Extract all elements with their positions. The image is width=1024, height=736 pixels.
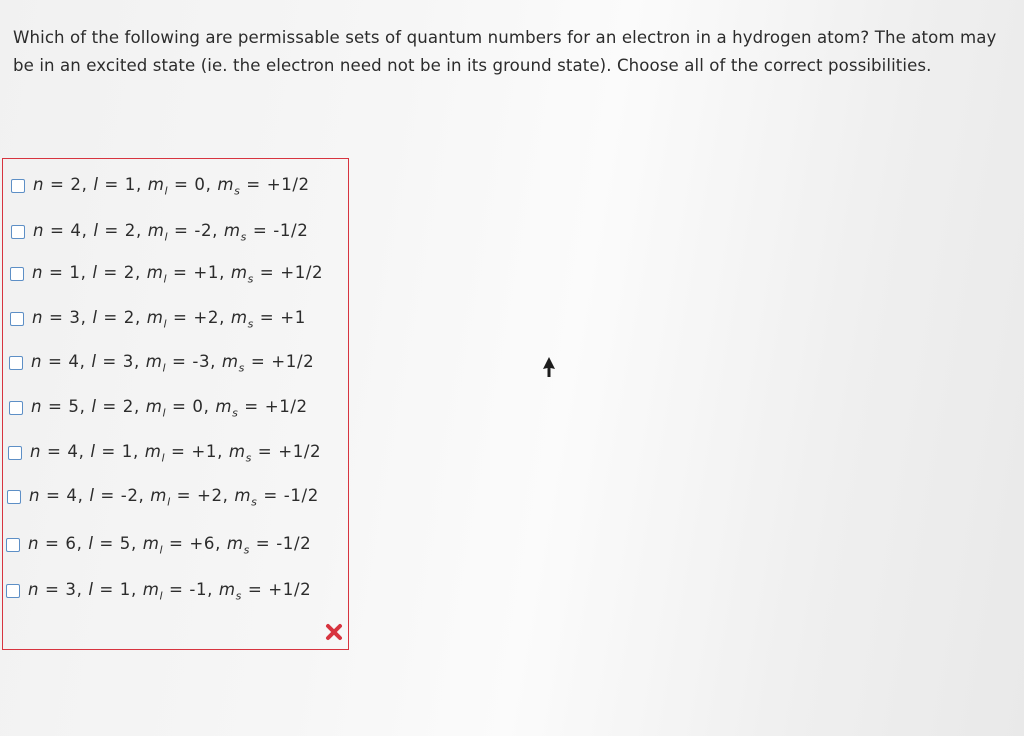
separator: ,	[130, 579, 143, 599]
option-checkbox[interactable]	[9, 356, 23, 370]
ms-value: +1/2	[266, 174, 310, 194]
l-value: 3	[122, 351, 134, 371]
n-value: 2	[70, 174, 82, 194]
separator: ,	[79, 396, 92, 416]
l-value: 1	[124, 174, 136, 194]
option-label	[29, 486, 319, 508]
ml-subscript: l	[161, 451, 166, 465]
m-symbol: m	[146, 262, 164, 282]
n-symbol: n	[31, 396, 43, 416]
equals: =	[240, 174, 267, 194]
equals: =	[97, 262, 124, 282]
option-checkbox[interactable]	[11, 179, 25, 193]
equals: =	[163, 579, 190, 599]
n-symbol: n	[32, 307, 44, 327]
equals: =	[39, 533, 66, 553]
ms-value: +1/2	[280, 262, 324, 282]
m-symbol: m	[217, 174, 235, 194]
equals: =	[251, 441, 279, 461]
equals: =	[40, 485, 67, 505]
equals: =	[43, 262, 70, 282]
option-checkbox[interactable]	[10, 312, 24, 326]
separator: ,	[217, 441, 229, 461]
l-symbol: l	[93, 220, 99, 240]
n-symbol: n	[33, 174, 45, 194]
m-symbol: m	[221, 351, 239, 371]
l-value: 1	[121, 441, 133, 461]
ml-subscript: l	[163, 317, 168, 331]
separator: ,	[222, 485, 235, 505]
answer-option[interactable]	[9, 396, 308, 420]
equals: =	[166, 351, 193, 371]
n-value: 4	[67, 441, 79, 461]
equals: =	[44, 220, 71, 240]
separator: ,	[130, 533, 143, 553]
l-symbol: l	[89, 485, 95, 505]
ml-subscript: l	[164, 230, 169, 244]
equals: =	[166, 396, 193, 416]
n-symbol: n	[30, 441, 42, 461]
equals: =	[97, 307, 124, 327]
equals: =	[93, 533, 120, 553]
l-symbol: l	[93, 174, 99, 194]
n-symbol: n	[28, 579, 40, 599]
equals: =	[96, 396, 123, 416]
m-symbol: m	[145, 351, 163, 371]
ml-subscript: l	[159, 589, 164, 603]
separator: ,	[80, 307, 93, 327]
mouse-cursor-icon	[542, 356, 556, 378]
ms-value: -1/2	[276, 533, 312, 553]
ms-subscript: s	[238, 361, 246, 375]
option-label	[33, 175, 310, 197]
l-symbol: l	[88, 579, 94, 599]
separator: ,	[78, 441, 91, 461]
equals: =	[41, 441, 68, 461]
separator: ,	[81, 220, 94, 240]
separator: ,	[79, 351, 92, 371]
ms-value: -1/2	[283, 485, 319, 505]
option-label	[31, 352, 314, 374]
n-value: 1	[69, 262, 81, 282]
m-symbol: m	[147, 220, 165, 240]
equals: =	[167, 262, 194, 282]
separator: ,	[77, 485, 90, 505]
separator: ,	[215, 533, 227, 553]
m-symbol: m	[145, 396, 163, 416]
n-symbol: n	[32, 262, 44, 282]
equals: =	[245, 351, 272, 371]
n-value: 5	[68, 396, 80, 416]
l-symbol: l	[92, 262, 98, 282]
option-checkbox[interactable]	[7, 490, 21, 504]
n-value: 6	[65, 533, 77, 553]
l-value: 1	[119, 579, 131, 599]
equals: =	[42, 351, 69, 371]
n-symbol: n	[33, 220, 45, 240]
n-value: 4	[68, 351, 80, 371]
equals: =	[98, 174, 125, 194]
separator: ,	[219, 307, 231, 327]
separator: ,	[135, 220, 148, 240]
ms-subscript: s	[245, 451, 252, 465]
equals: =	[170, 485, 197, 505]
m-symbol: m	[150, 485, 168, 505]
separator: ,	[210, 351, 222, 371]
option-checkbox[interactable]	[6, 538, 20, 552]
equals: =	[242, 579, 269, 599]
n-symbol: n	[29, 485, 41, 505]
separator: ,	[80, 262, 93, 282]
l-symbol: l	[90, 441, 96, 461]
separator: ,	[203, 396, 216, 416]
separator: ,	[133, 351, 146, 371]
l-symbol: l	[91, 396, 97, 416]
ms-subscript: s	[234, 184, 241, 198]
separator: ,	[207, 579, 219, 599]
ml-value: +1	[191, 441, 218, 461]
ml-value: +2	[196, 485, 223, 505]
n-symbol: n	[31, 351, 43, 371]
ms-value: +1/2	[278, 441, 322, 461]
ml-subscript: l	[167, 495, 171, 509]
ml-subscript: l	[164, 184, 169, 198]
m-symbol: m	[144, 441, 162, 461]
equals: =	[42, 396, 69, 416]
separator: ,	[212, 220, 224, 240]
separator: ,	[138, 485, 151, 505]
n-value: 3	[69, 307, 81, 327]
ms-value: -1/2	[273, 220, 309, 240]
m-symbol: m	[226, 533, 244, 553]
ms-subscript: s	[243, 543, 250, 557]
answer-option[interactable]	[11, 220, 308, 244]
equals: =	[98, 220, 125, 240]
equals: =	[253, 307, 281, 327]
separator: ,	[133, 396, 146, 416]
answer-options-box	[2, 158, 349, 650]
option-label	[32, 308, 306, 330]
m-symbol: m	[228, 441, 246, 461]
equals: =	[93, 579, 120, 599]
equals: =	[167, 307, 194, 327]
question-text: Which of the following are permissable sets of quantum numbers for an electron in a hydrogen atom? The atom may be in an excited state (ie. the electron need not be in its ground state). Choose all of the correct possibilities.	[13, 28, 997, 75]
separator: ,	[81, 174, 94, 194]
ml-value: 0	[194, 174, 206, 194]
m-symbol: m	[218, 579, 236, 599]
option-label	[33, 221, 308, 243]
n-symbol: n	[28, 533, 40, 553]
ml-subscript: l	[162, 406, 167, 420]
option-checkbox[interactable]	[9, 401, 23, 415]
l-value: 2	[124, 220, 136, 240]
m-symbol: m	[223, 220, 241, 240]
m-symbol: m	[230, 262, 248, 282]
ml-value: -1	[189, 579, 208, 599]
separator: ,	[219, 262, 231, 282]
equals: =	[43, 307, 70, 327]
equals: =	[94, 485, 121, 505]
equals: =	[168, 174, 195, 194]
l-value: 5	[119, 533, 131, 553]
equals: =	[44, 174, 71, 194]
ms-value: +1/2	[268, 579, 312, 599]
equals: =	[238, 396, 265, 416]
separator: ,	[135, 174, 148, 194]
ms-value: +1	[280, 307, 306, 327]
option-checkbox[interactable]	[11, 225, 25, 239]
ml-subscript: l	[159, 543, 164, 557]
equals: =	[96, 351, 123, 371]
m-symbol: m	[142, 533, 160, 553]
ml-value: +1	[193, 262, 220, 282]
ms-subscript: s	[240, 230, 248, 244]
ms-subscript: s	[232, 406, 239, 420]
equals: =	[165, 441, 192, 461]
m-symbol: m	[234, 485, 252, 505]
l-value: 2	[123, 262, 135, 282]
answer-option[interactable]	[10, 307, 306, 331]
ms-subscript: s	[251, 495, 258, 509]
ml-value: -3	[192, 351, 211, 371]
separator: ,	[134, 307, 147, 327]
l-value: -2	[120, 485, 139, 505]
ml-subscript: l	[162, 361, 167, 375]
ms-value: +1/2	[271, 351, 315, 371]
option-label	[32, 263, 323, 285]
n-value: 4	[70, 220, 82, 240]
l-symbol: l	[91, 351, 97, 371]
n-value: 3	[65, 579, 77, 599]
option-checkbox[interactable]	[8, 446, 22, 460]
answer-option[interactable]	[6, 533, 311, 557]
answer-option[interactable]	[8, 441, 321, 465]
option-label	[30, 442, 321, 464]
n-value: 4	[66, 485, 78, 505]
l-value: 2	[123, 307, 135, 327]
separator: ,	[205, 174, 218, 194]
answer-option[interactable]	[11, 174, 310, 198]
incorrect-x-icon	[325, 623, 343, 641]
ml-value: +6	[189, 533, 216, 553]
ml-value: +2	[193, 307, 220, 327]
ms-value: +1/2	[264, 396, 308, 416]
m-symbol: m	[215, 396, 233, 416]
ms-subscript: s	[247, 272, 254, 286]
equals: =	[247, 220, 274, 240]
l-value: 2	[122, 396, 134, 416]
m-symbol: m	[146, 307, 164, 327]
l-symbol: l	[88, 533, 94, 553]
ms-subscript: s	[235, 589, 243, 603]
answer-option[interactable]	[6, 579, 311, 603]
answer-option[interactable]	[9, 351, 314, 375]
ml-subscript: l	[163, 272, 168, 286]
l-symbol: l	[92, 307, 98, 327]
option-checkbox[interactable]	[6, 584, 20, 598]
answer-option[interactable]	[10, 262, 323, 286]
equals: =	[168, 220, 195, 240]
separator: ,	[134, 262, 147, 282]
option-label	[28, 580, 311, 602]
m-symbol: m	[147, 174, 165, 194]
equals: =	[39, 579, 66, 599]
option-checkbox[interactable]	[10, 267, 24, 281]
m-symbol: m	[142, 579, 160, 599]
ml-value: -2	[194, 220, 213, 240]
equals: =	[257, 485, 284, 505]
equals: =	[95, 441, 122, 461]
equals: =	[253, 262, 281, 282]
option-label	[31, 397, 308, 419]
separator: ,	[76, 579, 89, 599]
m-symbol: m	[230, 307, 248, 327]
option-label	[28, 534, 311, 556]
equals: =	[163, 533, 190, 553]
separator: ,	[76, 533, 89, 553]
ms-subscript: s	[247, 317, 254, 331]
ml-value: 0	[192, 396, 204, 416]
equals: =	[249, 533, 277, 553]
separator: ,	[132, 441, 145, 461]
answer-option[interactable]	[7, 485, 319, 509]
